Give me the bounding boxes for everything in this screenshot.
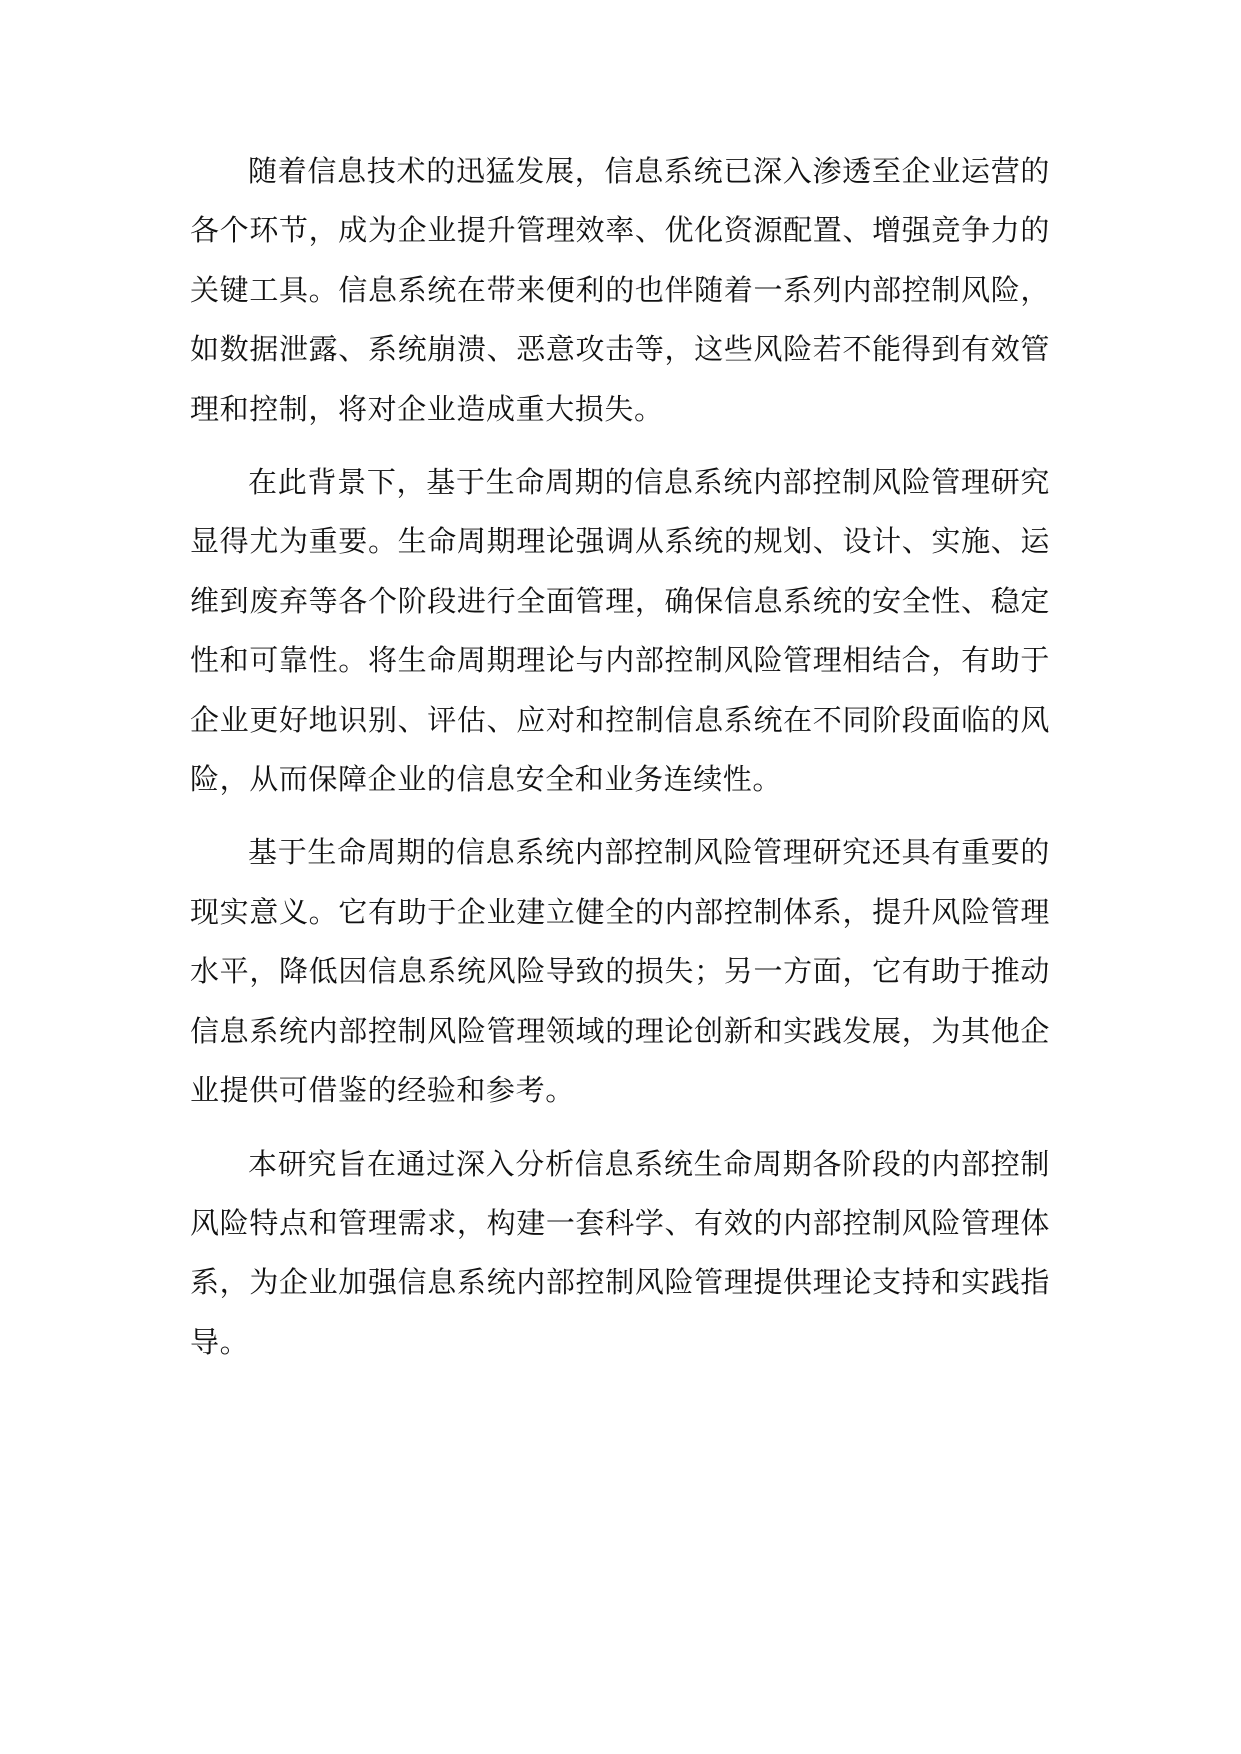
paragraph-2: 在此背景下，基于生命周期的信息系统内部控制风险管理研究显得尤为重要。生命周期理论强调从系统的规划、设计、实施、运维到废弃等各个阶段进行全面管理，确保信息系统的安全性、稳定性和可靠性。将生命周期理论与内部控制风险管理相结合，有助于企业更好地识别、评估、应对和控制信息系统在不同阶段面临的风险，从而保障企业的信息安全和业务连续性。 bbox=[190, 465, 1050, 797]
document-body bbox=[190, 142, 1050, 1386]
paragraph-3: 基于生命周期的信息系统内部控制风险管理研究还具有重要的现实意义。它有助于企业建立健全的内部控制体系，提升风险管理水平，降低因信息系统风险导致的损失；另一方面，它有助于推动信息系统内部控制风险管理领域的理论创新和实践发展，为其他企业提供可借鉴的经验和参考。 bbox=[190, 835, 1050, 1108]
paragraph-1: 随着信息技术的迅猛发展，信息系统已深入渗透至企业运营的各个环节，成为企业提升管理效率、优化资源配置、增强竞争力的关键工具。信息系统在带来便利的也伴随着一系列内部控制风险，如数据泄露、系统崩溃、恶意攻击等，这些风险若不能得到有效管理和控制，将对企业造成重大损失。 bbox=[190, 154, 1050, 426]
paragraph-4: 本研究旨在通过深入分析信息系统生命周期各阶段的内部控制风险特点和管理需求，构建一套科学、有效的内部控制风险管理体系，为企业加强信息系统内部控制风险管理提供理论支持和实践指导。 bbox=[190, 1146, 1050, 1359]
